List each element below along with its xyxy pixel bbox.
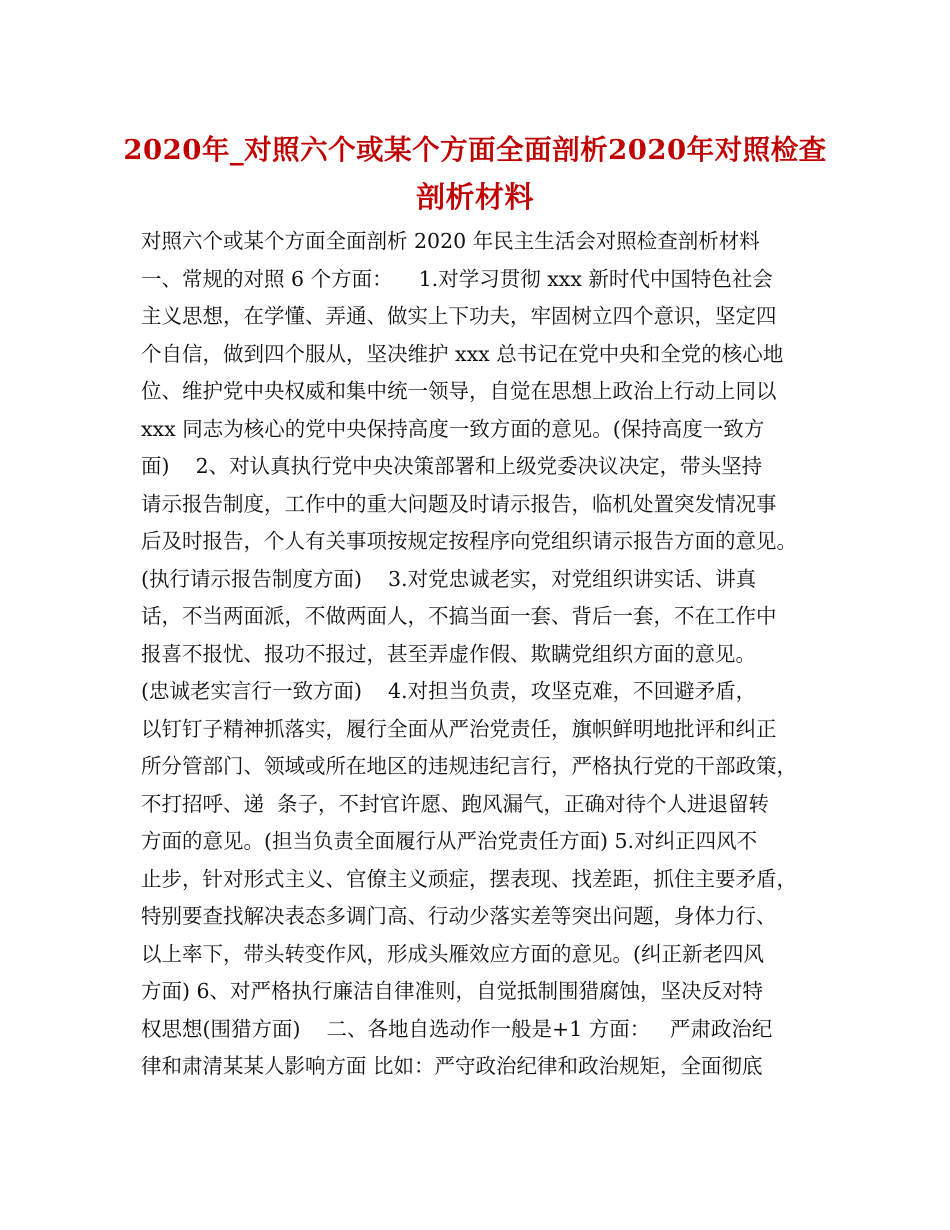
body-text-line: 报喜不报忧、报功不报过，甚至弄虚作假、欺瞒党组织方面的意见。	[141, 641, 756, 666]
body-text-line: 个自信，做到四个服从，坚决维护 xxx 总书记在党中央和全党的核心地	[141, 341, 784, 366]
body-text-line: 特别要查找解决表态多调门高、行动少落实差等突出问题，身体力行、	[141, 904, 777, 928]
document-body	[141, 223, 821, 1086]
document-title-line-1: 2020年_对照六个或某个方面全面剖析2020年对照检查	[123, 134, 827, 166]
body-text-line: 以上率下，带头转变作风，形成头雁效应方面的意见。(纠正新老四风	[141, 941, 764, 966]
body-text-line: 话，不当两面派，不做两面人，不搞当面一套、背后一套，不在工作中	[141, 604, 777, 628]
body-text-line: 权思想(围猎方面) 二、各地自选动作一般是+1 方面： 严肃政治纪	[141, 1016, 773, 1041]
body-text-line: 所分管部门、领域或所在地区的违规违纪言行，严格执行党的干部政策，	[141, 754, 797, 778]
body-text-line: (执行请示报告制度方面) 3.对党忠诚老实，对党组织讲实话、讲真	[141, 566, 757, 591]
body-text-line: 以钉钉子精神抓落实，履行全面从严治党责任，旗帜鲜明地批评和纠正	[141, 716, 777, 741]
body-text-line: (忠诚老实言行一致方面) 4.对担当负责，攻坚克难，不回避矛盾，	[141, 679, 757, 703]
document-title-line-2: 剖析材料	[415, 180, 534, 214]
body-text-line: 方面) 6、对严格执行廉洁自律准则，自觉抵制围猎腐蚀，坚决反对特	[141, 979, 764, 1003]
body-text-line: 主义思想，在学懂、弄通、做实上下功夫，牢固树立四个意识，坚定四	[141, 304, 777, 328]
body-text-line: 不打招呼、递 条子，不封官许愿、跑风漏气，正确对待个人进退留转	[141, 791, 770, 816]
body-text-line: 对照六个或某个方面全面剖析 2020 年民主生活会对照检查剖析材料	[141, 229, 760, 253]
body-text-line: 一、常规的对照 6 个方面： 1.对学习贯彻 xxx 新时代中国特色社会	[141, 266, 773, 291]
body-text-line: xxx 同志为核心的党中央保持高度一致方面的意见。(保持高度一致方	[141, 416, 765, 441]
body-text-line: 面) 2、对认真执行党中央决策部署和上级党委决议决定，带头坚持	[141, 454, 763, 478]
body-text-line: 位、维护党中央权威和集中统一领导，自觉在思想上政治上行动上同以	[141, 379, 777, 403]
body-text-line: 方面的意见。(担当负责全面履行从严治党责任方面) 5.对纠正四风不	[141, 829, 758, 853]
body-text-line: 请示报告制度，工作中的重大问题及时请示报告，临机处置突发情况事	[141, 491, 777, 516]
body-text-line: 止步，针对形式主义、官僚主义顽症，摆表现、找差距，抓住主要矛盾，	[141, 866, 797, 891]
body-text-line: 后及时报告，个人有关事项按规定按程序向党组织请示报告方面的意见。	[141, 529, 797, 553]
body-text-line: 律和肃清某某人影响方面 比如：严守政治纪律和政治规矩，全面彻底	[141, 1054, 763, 1078]
